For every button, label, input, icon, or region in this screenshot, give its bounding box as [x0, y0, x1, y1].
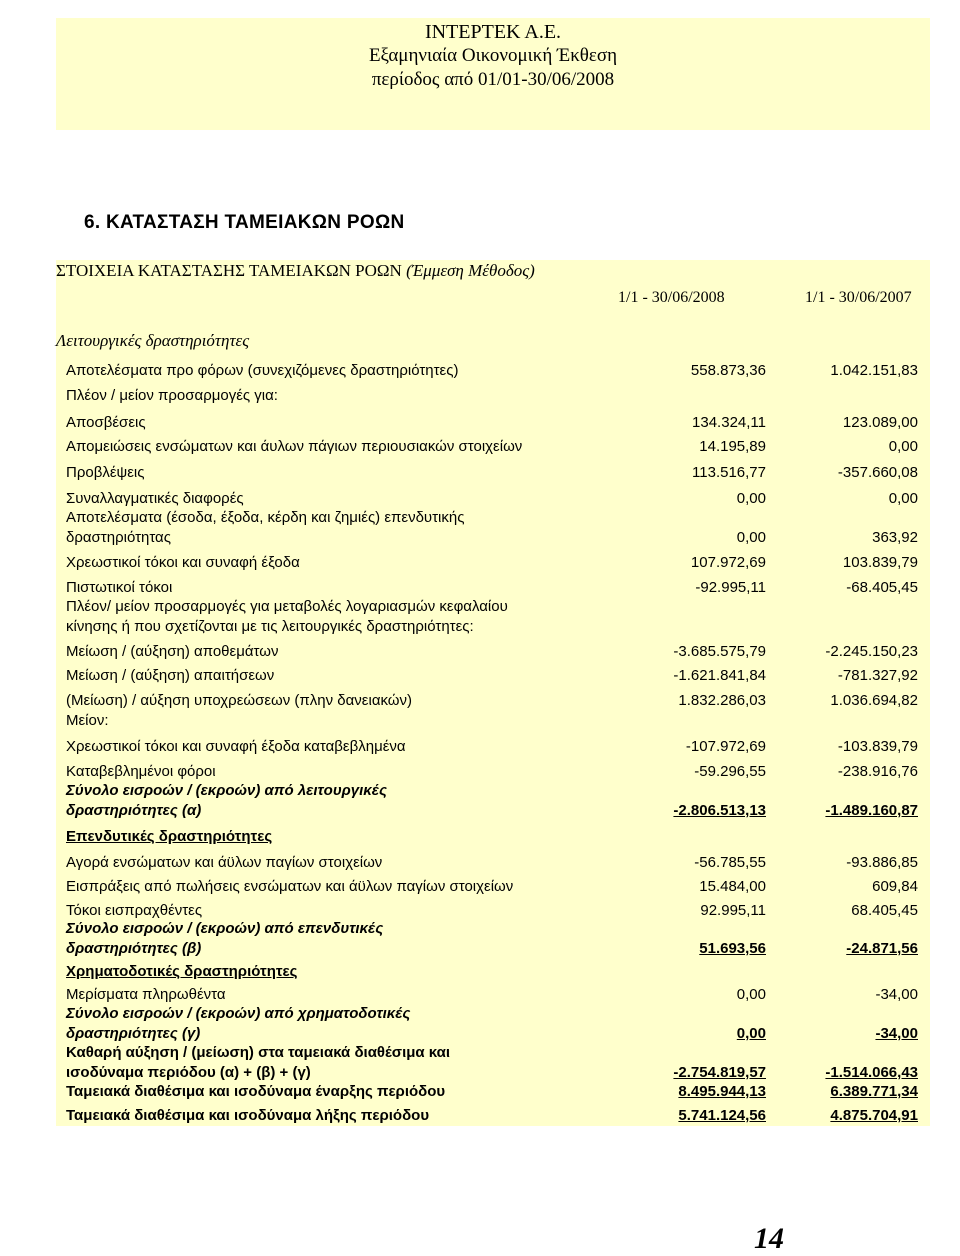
report-title: Εξαμηνιαία Οικονομική Έκθεση	[368, 45, 618, 66]
row-label: Προβλέψεις	[66, 464, 145, 481]
value-2007: 123.089,00	[842, 414, 918, 431]
row-label: Καταβεβλημένοι φόροι	[66, 763, 216, 780]
value-2007: 1.036.694,82	[830, 692, 918, 709]
value-2007: -93.886,85	[846, 854, 918, 871]
row-label: Αποτελέσματα (έσοδα, έξοδα, κέρδη και ζημιές) επενδυτικής	[66, 509, 465, 526]
value-2007: 0,00	[888, 438, 918, 455]
subtotal-label-continued: δραστηριότητες (β)	[66, 940, 202, 957]
value-2008: 1.832.286,03	[678, 692, 766, 709]
value-2008: 0,00	[736, 986, 766, 1003]
page-number: 14	[754, 1222, 784, 1255]
value-2008: -3.685.575,79	[673, 643, 766, 660]
row-label: Μείωση / (αύξηση) αποθεμάτων	[66, 643, 279, 660]
row-label: Πλέον/ μείον προσαρμογές για μεταβολές λογαριασμών κεφαλαίου	[66, 598, 508, 615]
subtotal-label-continued: δραστηριότητες (γ)	[66, 1025, 201, 1042]
subtotal-value-2007: -24.871,56	[846, 940, 918, 957]
value-2008: -1.621.841,84	[673, 667, 766, 684]
row-label: Μερίσματα πληρωθέντα	[66, 986, 226, 1003]
value-2008: 14.195,89	[699, 438, 766, 455]
value-2007: -68.405,45	[846, 579, 918, 596]
value-2008: -107.972,69	[685, 738, 766, 755]
value-2008: 15.484,00	[699, 878, 766, 895]
subtotal-value-2008: 0,00	[736, 1025, 766, 1042]
net-change-value-2007: -1.514.066,43	[825, 1064, 918, 1081]
value-2008: 558.873,36	[690, 362, 766, 379]
subtotal-label: Σύνολο εισροών / (εκροών) από επενδυτικές	[66, 920, 384, 937]
report-period: περίοδος από 01/01-30/06/2008	[371, 69, 615, 90]
value-2008: -59.296,55	[694, 763, 766, 780]
value-2007: 103.839,79	[842, 554, 918, 571]
financing-activities-heading: Χρηματοδοτικές δραστηριότητες	[66, 963, 298, 980]
subtotal-label-continued: δραστηριότητες (α)	[66, 802, 202, 819]
value-2008: 0,00	[736, 490, 766, 507]
row-label: Συναλλαγματικές διαφορές	[66, 490, 244, 507]
row-label: (Μείωση) / αύξηση υποχρεώσεων (πλην δανειακών)	[66, 692, 413, 709]
value-2008: 113.516,77	[692, 464, 766, 481]
row-label-continued: κίνησης ή που σχετίζονται με τις λειτουργικές δραστηριότητες:	[66, 618, 474, 635]
value-2008: 0,00	[736, 529, 766, 546]
row-label: Αποτελέσματα προ φόρων (συνεχιζόμενες δραστηριότητες)	[66, 362, 459, 379]
value-2008: -92.995,11	[695, 579, 766, 596]
value-2007: -781.327,92	[837, 667, 918, 684]
row-label: Τόκοι εισπραχθέντες	[66, 902, 203, 919]
subtitle-method: (Έμμεση Μέθοδος)	[406, 261, 535, 280]
value-2008: 107.972,69	[690, 554, 766, 571]
subtotal-label: Σύνολο εισροών / (εκροών) από λειτουργικές	[66, 782, 387, 799]
opening-cash-value-2007: 6.389.771,34	[830, 1083, 918, 1100]
row-label: Χρεωστικοί τόκοι και συναφή έξοδα	[66, 554, 300, 571]
company-name: ΙΝΤΕΡΤΕΚ Α.Ε.	[424, 21, 562, 43]
value-2007: -238.916,76	[837, 763, 918, 780]
operating-activities-heading: Λειτουργικές δραστηριότητες	[56, 331, 250, 350]
opening-cash-value-2008: 8.495.944,13	[678, 1083, 766, 1100]
value-2007: -34,00	[875, 986, 918, 1003]
value-2007: -103.839,79	[837, 738, 918, 755]
value-2007: 1.042.151,83	[830, 362, 918, 379]
value-2007: -357.660,08	[837, 464, 918, 481]
opening-cash-label: Ταμειακά διαθέσιμα και ισοδύναμα έναρξης περιόδου	[66, 1083, 446, 1100]
subtotal-label: Σύνολο εισροών / (εκροών) από χρηματοδοτικές	[66, 1005, 411, 1022]
value-2008: 92.995,11	[700, 902, 766, 919]
column-header-2007: 1/1 - 30/06/2007	[805, 289, 912, 306]
subtotal-value-2008: 51.693,56	[699, 940, 766, 957]
value-2007: 68.405,45	[851, 902, 918, 919]
row-label: Εισπράξεις από πωλήσεις ενσώματων και άϋλων παγίων στοιχείων	[66, 878, 514, 895]
table-subtitle	[56, 261, 535, 281]
investing-activities-heading: Επενδυτικές δραστηριότητες	[66, 828, 273, 845]
subtotal-value-2008: -2.806.513,13	[673, 802, 766, 819]
row-label-continued: Μείον:	[66, 712, 109, 729]
row-label: Αποσβέσεις	[66, 414, 146, 431]
value-2007: 363,92	[872, 529, 918, 546]
net-change-label: Καθαρή αύξηση / (μείωση) στα ταμειακά διαθέσιμα και	[66, 1044, 451, 1061]
row-label: Αγορά ενσώματων και άϋλων παγίων στοιχείων	[66, 854, 383, 871]
subtitle-main: ΣΤΟΙΧΕΙΑ ΚΑΤΑΣΤΑΣΗΣ ΤΑΜΕΙΑΚΩΝ ΡΟΩΝ	[56, 261, 407, 280]
row-label: Απομειώσεις ενσώματων και άυλων πάγιων περιουσιακών στοιχείων	[66, 438, 523, 455]
value-2008: -56.785,55	[694, 854, 766, 871]
net-change-value-2008: -2.754.819,57	[673, 1064, 766, 1081]
closing-cash-value-2008: 5.741.124,56	[678, 1107, 766, 1124]
row-label: Μείωση / (αύξηση) απαιτήσεων	[66, 667, 275, 684]
closing-cash-value-2007: 4.875.704,91	[830, 1107, 918, 1124]
row-label: Πλέον / μείον προσαρμογές για:	[66, 387, 278, 404]
row-label: Πιστωτικοί τόκοι	[66, 579, 173, 596]
report-header	[56, 18, 930, 130]
subtotal-value-2007: -34,00	[875, 1025, 918, 1042]
value-2007: 609,84	[872, 878, 918, 895]
value-2008: 134.324,11	[692, 414, 766, 431]
row-label-continued: δραστηριότητας	[66, 529, 171, 546]
value-2007: -2.245.150,23	[825, 643, 918, 660]
subtotal-value-2007: -1.489.160,87	[825, 802, 918, 819]
value-2007: 0,00	[888, 490, 918, 507]
section-title: 6. ΚΑΤΑΣΤΑΣΗ ΤΑΜΕΙΑΚΩΝ ΡΟΩΝ	[84, 212, 405, 233]
row-label: Χρεωστικοί τόκοι και συναφή έξοδα καταβεβλημένα	[66, 738, 406, 755]
column-header-2008: 1/1 - 30/06/2008	[618, 289, 725, 306]
closing-cash-label: Ταμειακά διαθέσιμα και ισοδύναμα λήξης περιόδου	[66, 1107, 430, 1124]
net-change-label-continued: ισοδύναμα περιόδου (α) + (β) + (γ)	[66, 1064, 311, 1081]
